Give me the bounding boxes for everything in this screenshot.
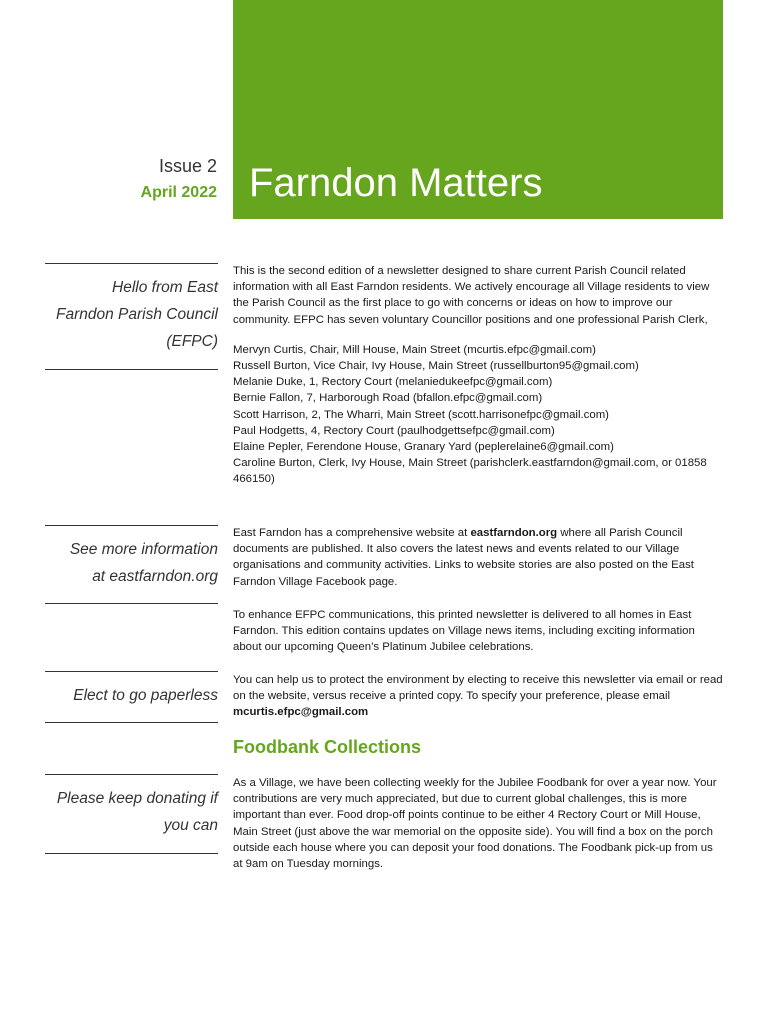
pullquote-rule-top bbox=[45, 525, 218, 526]
pullquote-line: Please keep donating if bbox=[56, 790, 218, 807]
pullquote-line: you can bbox=[163, 817, 218, 834]
pullquote-donate bbox=[57, 785, 218, 839]
pullquote-line: Farndon Parish Council bbox=[56, 306, 218, 323]
pullquote-line: at eastfarndon.org bbox=[92, 568, 218, 585]
councillor-entry: Bernie Fallon, 7, Harborough Road (bfallon.efpc@gmail.com) bbox=[233, 392, 543, 405]
councillor-entry: Elaine Pepler, Ferendone House, Granary Yard (peplerelaine6@gmail.com) bbox=[233, 441, 614, 454]
pullquote-rule-top bbox=[45, 774, 218, 775]
foodbank-paragraph: As a Village, we have been collecting weekly for the Jubilee Foodbank for over a year now. Your contributions are very much appreciated, but due to current global challenges, this is more important than ever. Food drop-off points continue to be either 4 Rectory Court or Mill House, Main Street (just above the war memorial on the opposite side). You will find a box on the porch outside each house where you can deposit your food donations. The Foodbank pick-up from us at 9am on Tuesday mornings. bbox=[233, 777, 717, 871]
website-paragraph bbox=[233, 525, 723, 590]
website-text-before: East Farndon has a comprehensive website at bbox=[233, 527, 471, 539]
paperless-paragraph bbox=[233, 672, 723, 721]
councillor-list bbox=[233, 342, 723, 488]
communications-paragraph: To enhance EFPC communications, this printed newsletter is delivered to all homes in East Farndon. This edition contains updates on Village news items, including exciting information about our upcoming Queen’s Platinum Jubilee celebrations. bbox=[233, 609, 695, 654]
communications-section bbox=[233, 607, 723, 656]
councillor-entry: Melanie Duke, 1, Rectory Court (melaniedukeefpc@gmail.com) bbox=[233, 376, 553, 389]
councillor-entry: Mervyn Curtis, Chair, Mill House, Main Street (mcurtis.efpc@gmail.com) bbox=[233, 343, 596, 356]
newsletter-title: Farndon Matters bbox=[249, 161, 543, 205]
pullquote-rule-bottom bbox=[45, 369, 218, 370]
councillor-entry: Paul Hodgetts, 4, Rectory Court (paulhodgettsefpc@gmail.com) bbox=[233, 424, 555, 437]
paperless-section bbox=[233, 672, 723, 721]
pullquote-rule-bottom bbox=[45, 853, 218, 854]
pullquote-rule-bottom bbox=[45, 722, 218, 723]
paperless-text: You can help us to protect the environment by electing to receive this newsletter via email or read on the website, versus receive a printed copy. To specify your preference, please email bbox=[233, 674, 723, 703]
pullquote-hello bbox=[56, 274, 218, 355]
pullquote-line: Elect to go paperless bbox=[73, 687, 218, 704]
pullquote-line: Hello from East bbox=[112, 279, 218, 296]
issue-date: April 2022 bbox=[140, 184, 217, 201]
councillor-entry: Russell Burton, Vice Chair, Ivy House, Main Street (russellburton95@gmail.com) bbox=[233, 360, 639, 373]
intro-paragraph: This is the second edition of a newsletter designed to share current Parish Council related information with all East Farndon residents. We actively encourage all Village residents to view the Parish Council as the first place to go with concerns or ideas on how to improve our community. EFPC has seven voluntary Councillor positions and one professional Parish Clerk, bbox=[233, 265, 710, 326]
website-text-after: where all Parish Council documents are published. It also covers the latest news and events related to our Village organisations and community activities. Links to website stories are also posted on the East Farndon Village Facebook page. bbox=[233, 527, 694, 588]
intro-section bbox=[233, 263, 723, 488]
councillor-entry: Caroline Burton, Clerk, Ivy House, Main Street (parishclerk.eastfarndon@gmail.com, or 01858 466150) bbox=[233, 457, 707, 486]
pullquote-paperless bbox=[73, 682, 218, 709]
website-section bbox=[233, 525, 723, 590]
pullquote-line: (EFPC) bbox=[166, 333, 218, 350]
councillor-entry: Scott Harrison, 2, The Wharri, Main Street (scott.harrisonefpc@gmail.com) bbox=[233, 408, 609, 421]
contact-email-link[interactable]: mcurtis.efpc@gmail.com bbox=[233, 706, 369, 719]
website-link[interactable]: eastfarndon.org bbox=[470, 527, 558, 539]
pullquote-rule-bottom bbox=[45, 603, 218, 604]
title-banner bbox=[233, 0, 723, 219]
pullquote-rule-top bbox=[45, 671, 218, 672]
pullquote-rule-top bbox=[45, 263, 218, 264]
issue-number: Issue 2 bbox=[158, 156, 217, 176]
foodbank-heading: Foodbank Collections bbox=[233, 737, 422, 757]
pullquote-line: See more information bbox=[69, 541, 218, 558]
foodbank-section bbox=[233, 775, 723, 872]
pullquote-website bbox=[70, 536, 218, 590]
